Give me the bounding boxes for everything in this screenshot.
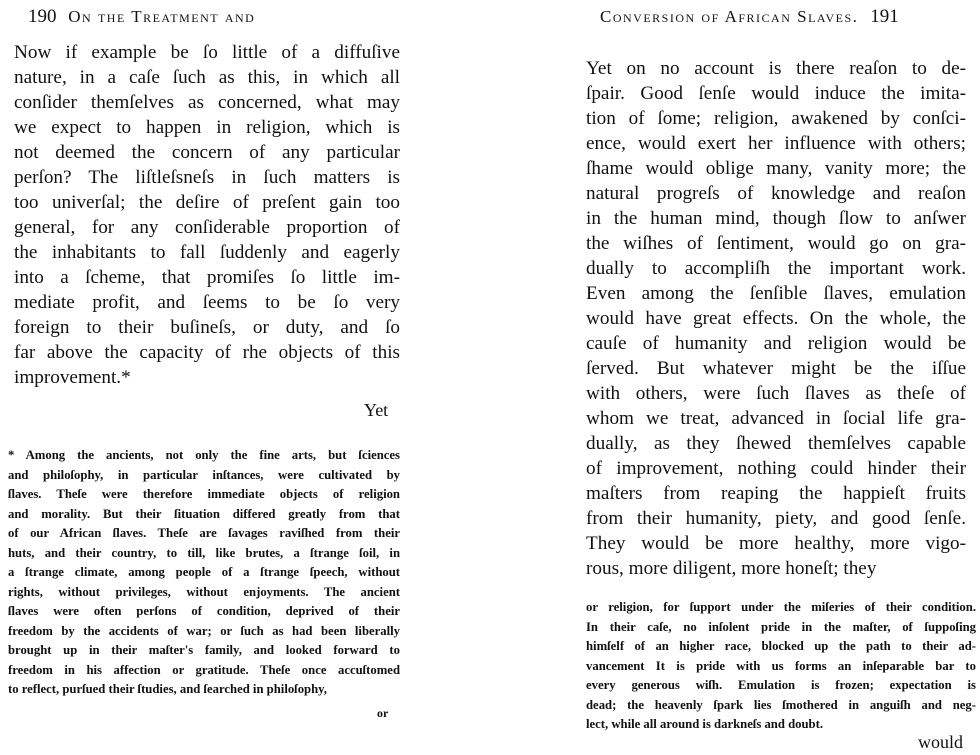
right-body-line: ence, would exert her influence with others;	[586, 133, 966, 154]
right-footnote	[586, 598, 976, 735]
left-body-line: we expect to happen in religion, which is	[14, 117, 400, 138]
left-page	[0, 0, 470, 755]
left-body-line: into a ſcheme, that promiſes ſo little im-	[14, 267, 400, 288]
right-body-line: dually to accompliſh the important work.	[586, 258, 966, 279]
left-body-line: general, for any conſiderable proportion of	[14, 217, 400, 238]
left-body-line: the inhabitants to fall ſuddenly and eagerly	[14, 242, 400, 263]
right-footnote-line: dead; the heavenly ſpark lies ſmothered in anguiſh and neg-	[586, 697, 976, 712]
left-footnote-line: and philoſophy, in particular inſtances, were cultivated by	[8, 467, 400, 482]
left-body-line: not deemed the concern of any particular	[14, 142, 400, 163]
right-header	[600, 6, 905, 28]
left-footnote-line: a ſtrange climate, among people of a ſtrange ſpeech, without	[8, 565, 400, 579]
right-body-line: from their humanity, piety, and good ſenſe.	[586, 508, 966, 529]
right-body-line: whom we treat, advanced in ſocial life gra-	[586, 408, 966, 429]
left-body-line: perſon? The liſtleſsneſs in ſuch matters is	[14, 167, 400, 188]
left-footnote-line: of our African ſlaves. Theſe are ſavages raviſhed from their	[8, 526, 400, 540]
left-body-text	[14, 40, 400, 390]
right-footnote-line: In their caſe, no inſolent pride in the maſter, of ſuppoſing	[586, 619, 976, 634]
left-footnote-line: freedom by the accidents of war; or ſuch as had been liberally	[8, 623, 400, 638]
right-footnote-line: vancement It is pride with us forms an inſeparable bar to	[586, 658, 976, 673]
left-footnote-line: to reflect, purſued their ſtudies, and ſearched in philoſophy,	[8, 682, 327, 696]
right-body-line: tion of ſome; religion, awakened by conſci-	[586, 108, 966, 129]
right-body-line: of improvement, nothing could hinder their	[586, 458, 966, 479]
left-footnote-line: huts, and their country, to till, like brutes, a ſtrange ſoil, in	[8, 545, 400, 560]
right-body-line: would have great effects. On the whole, the	[586, 308, 966, 329]
left-page-number: 190	[28, 6, 57, 27]
right-body-line: maſters from reaping the happieſt fruits	[586, 483, 966, 504]
right-page-number: 191	[870, 6, 899, 27]
left-catchword: Yet	[364, 400, 389, 420]
left-footnote-line: rights, without privileges, without enjoyments. The ancient	[8, 584, 400, 599]
right-body-line: ſhame would oblige many, vanity more; the	[586, 158, 966, 179]
left-body-line: nature, in a caſe ſuch as this, in which all	[14, 67, 400, 88]
right-page	[510, 0, 980, 755]
left-footnote-catchword: or	[377, 706, 389, 720]
left-footnote-line: * Among the ancients, not only the fine arts, but ſciences	[8, 448, 400, 462]
right-footnote-line: or religion, for ſupport under the miſeries of their condition.	[586, 600, 976, 614]
left-body-line: mediate profit, and ſeems to be ſo very	[14, 292, 400, 313]
right-body-line: Yet on no account is there reaſon to de-	[586, 58, 966, 79]
right-body-line: cauſe of humanity and religion would be	[586, 333, 966, 354]
right-footnote-line: lect, while all around is darkneſs and doubt.	[586, 717, 824, 731]
left-footnote-line: freedom in his affection or gratitude. Theſe once accuſtomed	[8, 662, 400, 677]
left-running-head: On the Treatment and	[68, 7, 256, 26]
left-footnote-line: brought up in their maſter's family, and looked forward to	[8, 643, 400, 657]
right-body-line: in the human mind, though ſlow to anſwer	[586, 208, 966, 229]
right-body-line: ſpair. Good ſenſe would induce the imita-	[586, 83, 966, 104]
right-body-line: the wiſhes of ſentiment, would go on gra-	[586, 233, 966, 254]
right-footnote-line: every generous wiſh. Emulation is frozen; expectation is	[586, 678, 976, 692]
right-body-line: rous, more diligent, more honeſt; they	[586, 558, 877, 579]
right-catchword: would	[918, 732, 963, 752]
left-body-line: foreign to their buſineſs, or duty, and ſo	[14, 317, 400, 338]
right-footnote-line: himſelf of an higher race, blocked up the path to their ad-	[586, 639, 976, 653]
right-body-line: dually, as they ſhewed themſelves capable	[586, 433, 966, 454]
right-body-line: with others, were ſuch ſlaves as theſe of	[586, 383, 966, 404]
left-footnote-line: ſlaves. Theſe were therefore immediate objects of religion	[8, 487, 400, 501]
right-running-head: Conversion of African Slaves.	[600, 7, 859, 26]
left-footnote-line: ſlaves were often perſons of condition, deprived of their	[8, 604, 400, 618]
right-body-text	[586, 56, 966, 581]
left-body-line: conſider themſelves as concerned, what may	[14, 92, 400, 113]
left-body-line: too univerſal; the deſire of preſent gain too	[14, 192, 400, 213]
left-body-line: Now if example be ſo little of a diffuſive	[14, 42, 400, 63]
left-footnote-line: and morality. But their ſituation differed greatly from that	[8, 506, 400, 521]
left-body-line: far above the capacity of rhe objects of this	[14, 342, 400, 363]
right-body-line: ſerved. But whatever might be the iſſue	[586, 358, 966, 379]
left-footnote	[8, 446, 400, 700]
right-body-line: Even among the ſenſible ſlaves, emulation	[586, 283, 966, 304]
right-body-line: They would be more healthy, more vigo-	[586, 533, 966, 554]
left-body-line: improvement.*	[14, 367, 131, 388]
right-body-line: natural progreſs of knowledge and reaſon	[586, 183, 966, 204]
left-header	[22, 6, 255, 28]
